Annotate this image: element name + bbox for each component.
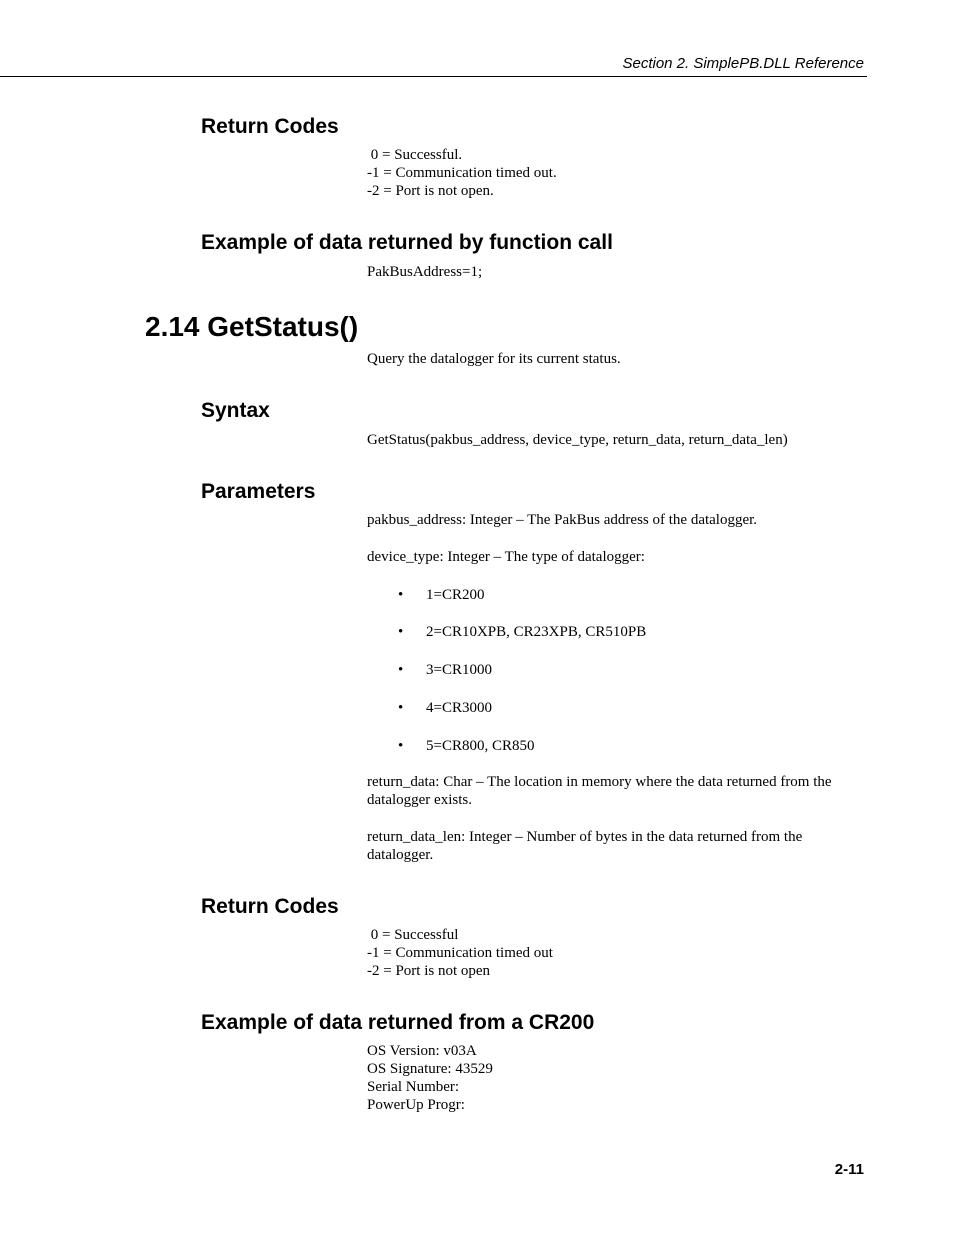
syntax-heading: Syntax	[201, 399, 270, 422]
return-code-line: 0 = Successful	[367, 927, 459, 943]
device-type-item: 1=CR200	[426, 587, 485, 603]
bullet-glyph: •	[398, 662, 404, 678]
syntax-text: GetStatus(pakbus_address, device_type, return_data, return_data_len)	[367, 432, 788, 448]
example-line: PowerUp Progr:	[367, 1097, 465, 1113]
example-line: PakBusAddress=1;	[367, 264, 483, 280]
param-device-type: device_type: Integer – The type of datalogger:	[367, 549, 645, 565]
running-header: Section 2. SimplePB.DLL Reference	[622, 55, 864, 72]
example-heading: Example of data returned from a CR200	[201, 1011, 595, 1034]
section-description: Query the datalogger for its current status.	[367, 351, 621, 367]
param-return-data-len: return_data_len: Integer – Number of bytes in the data returned from the datalogger.	[367, 829, 803, 863]
example-line: OS Version: v03A	[367, 1043, 477, 1059]
return-code-line: -1 = Communication timed out.	[367, 165, 557, 181]
bullet-glyph: •	[398, 587, 404, 603]
section-title: 2.14 GetStatus()	[145, 311, 359, 342]
device-type-item: 3=CR1000	[426, 662, 492, 678]
parameters-heading: Parameters	[201, 480, 316, 503]
bullet-glyph: •	[398, 700, 404, 716]
return-codes-heading-prev: Return Codes	[201, 115, 339, 138]
page-number: 2-11	[834, 1161, 864, 1178]
param-pakbus-address: pakbus_address: Integer – The PakBus address of the datalogger.	[367, 512, 758, 528]
example-line: Serial Number:	[367, 1079, 460, 1095]
example-line: OS Signature: 43529	[367, 1061, 493, 1077]
return-code-line: -1 = Communication timed out	[367, 945, 553, 961]
bullet-glyph: •	[398, 624, 404, 640]
device-type-item: 5=CR800, CR850	[426, 738, 535, 754]
return-code-line: -2 = Port is not open	[367, 963, 491, 979]
header-rule	[0, 76, 867, 77]
return-code-line: -2 = Port is not open.	[367, 183, 494, 199]
device-type-item: 2=CR10XPB, CR23XPB, CR510PB	[426, 624, 647, 640]
example-heading-prev: Example of data returned by function call	[201, 231, 613, 254]
return-code-line: 0 = Successful.	[367, 147, 463, 163]
param-return-data: return_data: Char – The location in memory where the data returned from the datalogger exists.	[367, 774, 832, 808]
device-type-item: 4=CR3000	[426, 700, 492, 716]
return-codes-heading: Return Codes	[201, 895, 339, 918]
bullet-glyph: •	[398, 738, 404, 754]
